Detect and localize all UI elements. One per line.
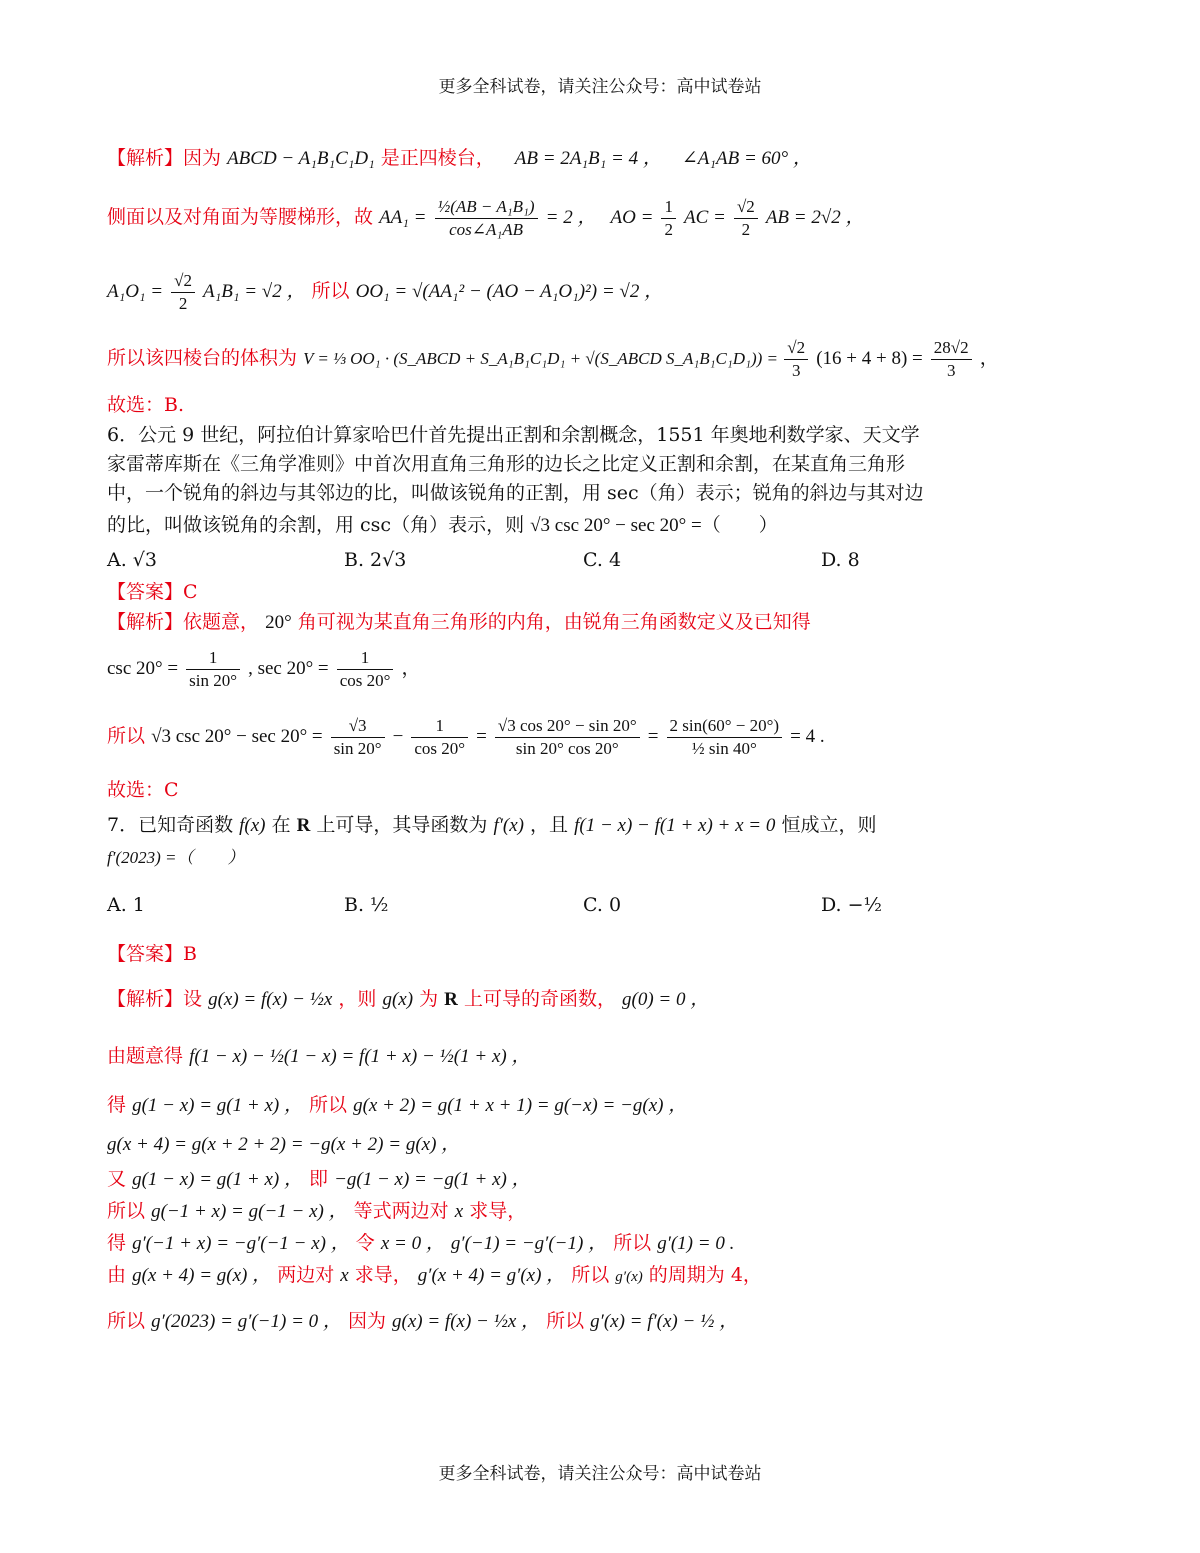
math: g′(x) = f′(x) − ½ ，	[590, 1311, 739, 1332]
math: 20°	[265, 612, 292, 633]
option-a[interactable]: A. 1	[107, 894, 145, 916]
text: 所以	[311, 280, 350, 302]
fraction-numerator: 1	[411, 715, 468, 738]
text: 两边对	[277, 1264, 335, 1286]
math: g(x + 4) = g(x + 2 + 2) = −g(x + 2) = g(x) ，	[107, 1134, 461, 1155]
content-body	[107, 138, 1047, 1351]
text: 上可导的奇函数，	[463, 988, 616, 1010]
solution-label: 【解析】依题意，	[107, 611, 260, 633]
q6-stem-line-2: 家雷蒂库斯在《三角学准则》中首次用直角三角形的边长之比定义正割和余割，在某直角三角形	[107, 453, 906, 475]
math: =	[647, 726, 659, 747]
text: 的比，叫做该锐角的余割，用 csc（角）表示，则	[107, 514, 525, 536]
fraction	[411, 715, 468, 760]
text: 为	[419, 988, 439, 1010]
q6-stem-line-3: 中，一个锐角的斜边与其邻边的比，叫做该锐角的正割，用 sec（角）表示；锐角的斜边与其对边	[107, 482, 924, 504]
text: 在	[271, 814, 291, 836]
fraction-numerator: √3 cos 20° − sin 20°	[495, 715, 640, 738]
math: g(1 − x) = g(1 + x) ，	[132, 1095, 303, 1116]
text: 恒成立，则	[781, 814, 877, 836]
math: ，	[401, 658, 421, 679]
q6-final-answer: 故选：C	[107, 779, 179, 801]
fraction-half: $\frac{1}{2}$	[661, 196, 676, 241]
math: g(−1 + x) = g(−1 − x) ，	[151, 1201, 348, 1222]
fraction-denominator: cos∠A₁AB	[449, 219, 524, 239]
text: 即	[309, 1168, 329, 1190]
q7-solution-line-6	[107, 1195, 1047, 1227]
math: AB = 2√2 ，	[765, 207, 865, 228]
solution-label: 【解析】因为	[107, 147, 222, 169]
q6-solution-line-2	[107, 637, 1047, 699]
q7-options	[107, 873, 1047, 937]
math: A₁B₁ = √2 ，	[203, 281, 306, 302]
text: 等式两边对	[353, 1200, 449, 1222]
text: 所以	[571, 1264, 610, 1286]
fraction-denominator: sin 20°	[189, 670, 238, 690]
math: g(x)	[382, 989, 414, 1010]
math: A₁O₁ =	[107, 281, 164, 302]
fraction-result: $\frac{28√2}{3}$	[931, 337, 972, 382]
text: 上可导，其导函数为	[316, 814, 488, 836]
fraction-numerator: √3	[331, 715, 385, 738]
q6-options	[107, 543, 1047, 577]
page-footer: 更多全科试卷，请关注公众号：高中试卷站	[438, 1464, 762, 1484]
text: 所以	[613, 1232, 652, 1254]
math: g′(1) = 0 .	[657, 1233, 735, 1254]
math: g′(−1) = −g′(−1) ，	[450, 1233, 608, 1254]
q5-final-answer: 故选：B.	[107, 394, 185, 416]
math: g′(x)	[615, 1269, 643, 1285]
text: 求导，	[354, 1264, 412, 1286]
q6-solution-line-1	[107, 607, 1047, 637]
q7-stem-line-2: f′(2023) =（ ）	[107, 848, 245, 867]
math: AC =	[684, 207, 726, 228]
q7-solution-line-4	[107, 1125, 1047, 1163]
q7-answer: 【答案】B	[107, 943, 197, 965]
math: (16 + 4 + 8) =	[816, 348, 923, 369]
math: f′(x)	[493, 815, 524, 836]
math: g(x) = f(x) − ½x	[208, 989, 333, 1010]
option-c[interactable]: C. 0	[583, 894, 622, 916]
q7-solution-line-1	[107, 971, 1047, 1027]
text: 所以	[107, 1200, 146, 1222]
fraction-denominator: ½ sin 40°	[691, 738, 757, 758]
math: g′(x + 4) = g′(x) ，	[417, 1265, 566, 1286]
text: 得	[107, 1232, 127, 1254]
option-d[interactable]: D. −½	[821, 894, 882, 916]
text: 因为	[347, 1310, 386, 1332]
math-R: R	[444, 989, 458, 1010]
fraction-numerator: 1	[337, 647, 394, 670]
q6-solution-line-3	[107, 699, 1047, 773]
text: 得	[107, 1094, 127, 1116]
fraction-sqrt2-over-2: $\frac{√2}{2}$	[171, 270, 195, 315]
solution-label: 【解析】设	[107, 988, 203, 1010]
math: AO =	[610, 207, 654, 228]
text: 是正四棱台，	[380, 147, 495, 169]
math: AA₁ =	[379, 207, 427, 228]
fraction-denominator: cos 20°	[414, 738, 466, 758]
fraction-numerator: ½(AB − A₁B₁)	[435, 196, 538, 219]
fraction-sqrt2-over-2: $\frac{√2}{2}$	[734, 196, 758, 241]
math: √3 csc 20° − sec 20° =	[151, 726, 323, 747]
fraction	[495, 715, 640, 760]
option-c[interactable]: C. 4	[583, 549, 622, 571]
text: 由	[107, 1264, 127, 1286]
q6-answer: 【答案】C	[107, 581, 198, 603]
q5-solution-line-4	[107, 326, 1047, 390]
text: 由题意得	[107, 1045, 184, 1067]
math: g′(−1 + x) = −g′(−1 − x) ，	[132, 1233, 350, 1254]
q5-solution-line-1	[107, 138, 1047, 178]
fraction	[331, 715, 385, 760]
text: 所以	[107, 725, 146, 747]
option-b[interactable]: B. ½	[344, 894, 389, 916]
text: 所以	[107, 1310, 146, 1332]
math: g(0) = 0 ，	[622, 989, 710, 1010]
math: x	[340, 1265, 349, 1286]
q7-solution-line-7	[107, 1227, 1047, 1259]
page-header: 更多全科试卷，请关注公众号：高中试卷站	[438, 77, 762, 97]
q7-solution-line-9	[107, 1291, 1047, 1351]
text: ，且	[530, 814, 569, 836]
fraction-numerator: 1	[186, 647, 240, 670]
text: 7．已知奇函数	[107, 814, 234, 836]
math: √3 csc 20° − sec 20° =（ ）	[530, 515, 778, 536]
math: x = 0 ，	[380, 1233, 445, 1254]
math: f(1 − x) − ½(1 − x) = f(1 + x) − ½(1 + x) ，	[189, 1046, 531, 1067]
fraction-numerator: 2 sin(60° − 20°)	[667, 715, 783, 738]
q6-stem-line-4	[107, 507, 1047, 543]
q7-solution-line-3	[107, 1085, 1047, 1125]
q7-solution-line-2	[107, 1027, 1047, 1085]
math: g′(2023) = g′(−1) = 0 ，	[151, 1311, 342, 1332]
math: g(1 − x) = g(1 + x) ，	[132, 1169, 303, 1190]
math: f(x)	[239, 815, 266, 836]
math: −g(1 − x) = −g(1 + x) ，	[334, 1169, 531, 1190]
math: =	[476, 726, 487, 747]
q5-solution-line-3	[107, 256, 1047, 326]
math: OO₁ = √(AA₁² − (AO − A₁O₁)²) = √2 ，	[355, 281, 664, 302]
q6-stem-line-1: 6．公元 9 世纪，阿拉伯计算家哈巴什首先提出正割和余割概念，1551 年奥地利数学家、天文学	[107, 424, 920, 446]
fraction-denominator: sin 20° cos 20°	[515, 738, 619, 758]
math: csc 20° =	[107, 658, 179, 679]
text: 所以	[309, 1094, 348, 1116]
text: 求导，	[469, 1200, 527, 1222]
option-a[interactable]: A. √3	[107, 549, 157, 571]
fraction-denominator: sin 20°	[333, 738, 382, 758]
math: , sec 20° =	[248, 658, 329, 679]
fraction	[337, 647, 394, 692]
math: ∠A₁AB = 60° ，	[681, 148, 812, 169]
q5-solution-line-2	[107, 178, 1047, 256]
math: g(x) = f(x) − ½x ，	[392, 1311, 541, 1332]
text: ，则	[338, 988, 377, 1010]
math: = 2 ，	[545, 207, 597, 228]
math: = 4 .	[790, 726, 825, 747]
text: 侧面以及对角面为等腰梯形，故	[107, 206, 374, 228]
text: 又	[107, 1168, 127, 1190]
math: f(1 − x) − f(1 + x) + x = 0	[574, 815, 776, 836]
fraction-denominator: cos 20°	[339, 670, 391, 690]
math-volume: V = ⅓ OO₁ · (S_ABCD + S_A₁B₁C₁D₁ + √(S_ABCD S_A₁B₁C₁D₁)) =	[303, 349, 783, 368]
math: g(x + 4) = g(x) ，	[132, 1265, 272, 1286]
fraction	[667, 715, 783, 760]
math: x	[454, 1201, 464, 1222]
math: g(x + 2) = g(1 + x + 1) = g(−x) = −g(x) ，	[353, 1095, 688, 1116]
text: 所以该四棱台的体积为	[107, 347, 298, 369]
text: 的周期为 4，	[648, 1264, 762, 1286]
q7-solution-line-5	[107, 1163, 1047, 1195]
fraction	[435, 196, 538, 241]
q7-stem-line-1	[107, 807, 1047, 843]
fraction-sqrt2-over-3: $\frac{√2}{3}$	[784, 337, 808, 382]
math-R: R	[296, 815, 311, 836]
math: AB = 2A₁B₁ = 4 ，	[514, 148, 662, 169]
math-frustum: ABCD − A₁B₁C₁D₁	[227, 148, 375, 169]
text: 令	[355, 1232, 375, 1254]
math: −	[392, 726, 404, 747]
q7-solution-line-8	[107, 1259, 1047, 1291]
option-d[interactable]: D. 8	[821, 549, 860, 571]
text: 所以	[546, 1310, 585, 1332]
math: ，	[979, 348, 999, 369]
option-b[interactable]: B. 2√3	[344, 549, 407, 571]
text: 角可视为某直角三角形的内角，由锐角三角函数定义及已知得	[297, 611, 811, 633]
fraction	[186, 647, 240, 692]
